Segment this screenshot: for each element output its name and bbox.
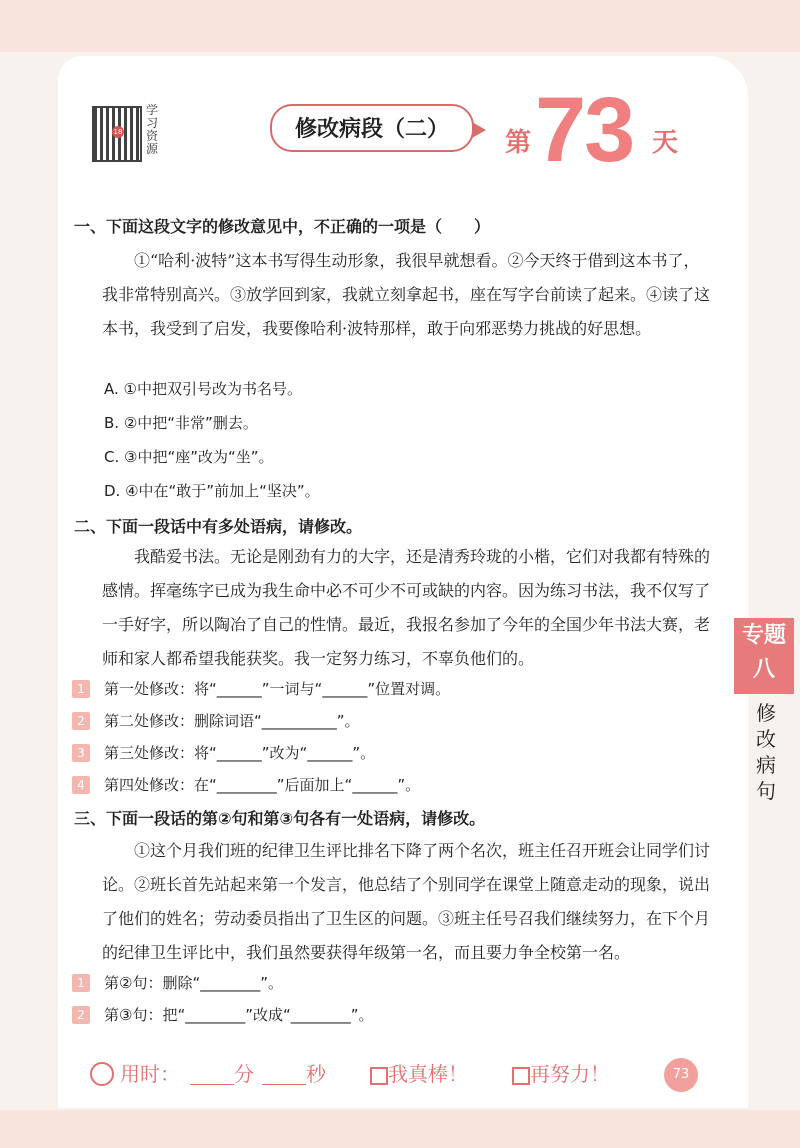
q3-heading: 三、下面一段话的第②句和第③句各有一处语病，请修改。 bbox=[74, 809, 486, 828]
time-label: 用时： bbox=[120, 1062, 180, 1086]
q3-item-number: 1 bbox=[72, 974, 90, 992]
try-label: 再努力！ bbox=[530, 1062, 610, 1086]
page-number: 73 bbox=[664, 1058, 698, 1092]
day-prefix: 第 bbox=[505, 128, 532, 158]
qr-label: 学习资源 bbox=[146, 103, 159, 156]
checkbox-icon bbox=[370, 1067, 388, 1085]
time-minute-field[interactable] bbox=[190, 1058, 254, 1087]
q2-item-number: 4 bbox=[72, 776, 90, 794]
q2-item-4[interactable]: 第四处修改：在“________”后面加上“______”。 bbox=[104, 776, 421, 794]
side-tab: 专题八 bbox=[734, 618, 794, 694]
q3-item-2[interactable]: 第③句：把“________”改成“________”。 bbox=[104, 1006, 374, 1024]
time-second-field[interactable] bbox=[262, 1058, 326, 1087]
q1-option-d[interactable]: D. ④中在“敢于”前加上“坚决”。 bbox=[104, 482, 320, 500]
q2-item-3[interactable]: 第三处修改：将“______”改为“______”。 bbox=[104, 744, 376, 762]
page-title: 修改病段（二） bbox=[294, 116, 449, 142]
q1-option-b[interactable]: B. ②中把“非常”删去。 bbox=[104, 414, 258, 432]
great-label: 我真棒！ bbox=[388, 1062, 468, 1086]
q3-item-number: 2 bbox=[72, 1006, 90, 1024]
side-subtitle: 修改病句 bbox=[756, 701, 776, 803]
q2-item-number: 1 bbox=[72, 680, 90, 698]
try-checkbox[interactable] bbox=[512, 1058, 610, 1087]
clock-icon bbox=[90, 1062, 114, 1086]
q1-passage: ①“哈利·波特”这本书写得生动形象，我很早就想看。②今天终于借到这本书了，我非常特别高兴。③放学回到家，我就立刻拿起书，座在写字台前读了起来。④读了这本书，我受到了启发，我要像哈利·波特那样，敢于向邪恶势力挑战的好思想。 bbox=[102, 251, 711, 338]
q1-option-c[interactable]: C. ③中把“座”改为“坐”。 bbox=[104, 448, 274, 466]
time-second-label: 秒 bbox=[306, 1062, 326, 1086]
qr-tag: 18 bbox=[113, 128, 123, 136]
q2-item-1[interactable]: 第一处修改：将“______”一词与“______”位置对调。 bbox=[104, 680, 451, 698]
q2-item-number: 2 bbox=[72, 712, 90, 730]
q2-heading: 二、下面一段话中有多处语病，请修改。 bbox=[74, 517, 363, 536]
q2-passage: 我酷爱书法。无论是刚劲有力的大字，还是清秀玲珑的小楷，它们对我都有特殊的感情。挥毫练字已成为我生命中必不可少不可或缺的内容。因为练习书法，我不仅写了一手好字，所以陶冶了自己的性情。最近，我报名参加了今年的全国少年书法大赛，老师和家人都希望我能获奖。我一定努力练习，不辜负他们的。 bbox=[102, 547, 711, 668]
day-suffix: 天 bbox=[652, 128, 679, 158]
great-checkbox[interactable] bbox=[370, 1058, 468, 1087]
q1-heading: 一、下面这段文字的修改意见中，不正确的一项是（ ） bbox=[74, 217, 491, 236]
q2-item-2[interactable]: 第二处修改：删除词语“__________”。 bbox=[104, 712, 360, 730]
day-number: 73 bbox=[535, 79, 634, 181]
checkbox-icon bbox=[512, 1067, 530, 1085]
q2-item-number: 3 bbox=[72, 744, 90, 762]
time-minute-label: 分 bbox=[234, 1062, 254, 1086]
q3-passage: ①这个月我们班的纪律卫生评比排名下降了两个名次，班主任召开班会让同学们讨论。②班长首先站起来第一个发言，他总结了个别同学在课堂上随意走动的现象，说出了他们的姓名；劳动委员指出了卫生区的问题。③班主任号召我们继续努力，在下个月的纪律卫生评比中，我们虽然要获得年级第一名，而且要力争全校第一名。 bbox=[102, 841, 711, 962]
q1-option-a[interactable]: A. ①中把双引号改为书名号。 bbox=[104, 380, 302, 398]
q3-item-1[interactable]: 第②句：删除“________”。 bbox=[104, 974, 283, 992]
